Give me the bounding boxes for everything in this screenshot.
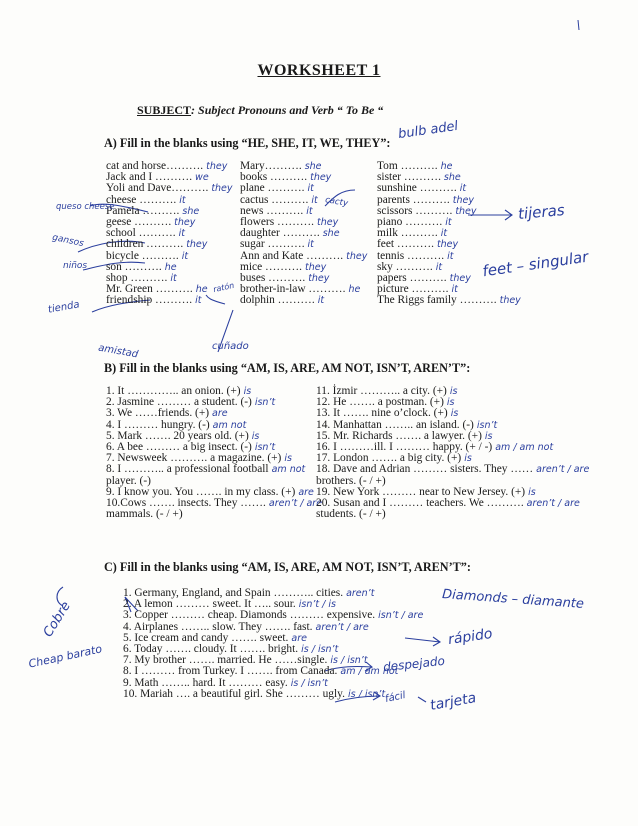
handwritten-answer: am / am not (495, 442, 554, 454)
handwritten-answer: isn’t (254, 397, 276, 409)
handwritten-answer: is (284, 453, 292, 465)
item-text: 15. Mr. Richards ……. a lawyer. (+) (316, 429, 482, 442)
item-text: Mary………. (240, 160, 302, 172)
item-text: shop ………. (106, 272, 168, 285)
item-text: 1. It ………….. an onion. (+) (106, 385, 241, 397)
item-text: 18. Dave and Adrian ……… sisters. They …… (316, 463, 534, 476)
item-text: 14. Manhattan …….. an island. (-) (316, 418, 474, 431)
handwritten-answer: it (306, 205, 313, 217)
margin-note: rápido (447, 625, 494, 649)
margin-note: ratón (212, 280, 235, 295)
handwritten-answer: am / am not (340, 666, 399, 678)
margin-note: queso cheese (56, 202, 115, 212)
handwritten-answer: is (464, 453, 472, 465)
item-text: Yoli and Dave………. (106, 182, 209, 195)
handwritten-answer: is (484, 430, 493, 442)
handwritten-answer: it (459, 183, 467, 195)
margin-note: fácil (384, 689, 407, 706)
item-text: 11. İzmir ……….. a city. (+) (316, 385, 447, 397)
item-text: brother-in-law ………. (240, 283, 346, 296)
item-text: 6. A bee ……… a big insect. (-) (106, 441, 252, 454)
handwritten-answer: isn’t / are (378, 610, 424, 622)
item-text: 2. A lemon ……… sweet. It ….. sour. (123, 598, 296, 611)
handwritten-answer: is (251, 430, 260, 442)
item-text: Pamela ………. (106, 204, 180, 217)
margin-note: gansos (51, 232, 85, 250)
handwritten-answer: she (304, 161, 322, 172)
handwritten-answer: they (346, 250, 368, 262)
margin-note: feet – singular (481, 247, 590, 281)
section-b-right-column (316, 386, 589, 520)
section-a-column-3 (377, 161, 521, 307)
handwritten-answer: it (179, 194, 186, 206)
item-text: Jack and I ………. (106, 171, 193, 184)
handwritten-answer: we (195, 172, 209, 184)
handwritten-answer: it (170, 273, 177, 285)
handwritten-answer: it (307, 239, 314, 251)
worksheet-title: WORKSHEET 1 (257, 62, 381, 79)
handwritten-answer: they (310, 172, 332, 184)
margin-note: bulb adel (397, 118, 460, 143)
item-text: geese ………. (106, 216, 172, 229)
item-text: daughter ………. (240, 227, 320, 240)
item-text: students. (- / +) (316, 508, 386, 521)
handwritten-answer: they (308, 273, 330, 285)
handwritten-answer: they (206, 161, 228, 172)
item-text: news ………. (240, 204, 304, 217)
handwritten-answer: is / isn’t (347, 688, 386, 700)
handwritten-answer: they (499, 295, 521, 307)
item-text: 5. Mark ……. 20 years old. (+) (106, 429, 249, 442)
item-text: 3. We ……friends. (+) (106, 407, 210, 420)
item-text: 6. Today ……. cloudy. It ……. bright. (123, 643, 299, 656)
item-text: picture ………. (377, 283, 449, 296)
handwritten-answer: is (528, 486, 536, 498)
fill-item (377, 295, 521, 306)
item-text: sugar ………. (240, 238, 305, 251)
margin-note: amistad (97, 342, 139, 361)
item-text: 9. Math …….. hard. It ……… easy. (123, 676, 288, 689)
handwritten-answer: it (181, 250, 189, 262)
handwritten-answer: it (435, 261, 443, 273)
handwritten-answer: he (440, 161, 453, 172)
margin-note: cuñado (212, 341, 249, 352)
handwritten-answer: it (447, 250, 454, 262)
handwritten-answer: it (445, 217, 452, 229)
margin-note: tarjeta (428, 690, 478, 714)
item-text: 9. I know you. You ……. in my class. (+) (106, 485, 296, 498)
item-text: Ann and Kate ………. (240, 249, 344, 262)
handwritten-answer: it (195, 295, 202, 307)
handwritten-answer: are (298, 486, 314, 498)
item-text: 20. Susan and I ……… teachers. We ………. (316, 497, 524, 510)
exercise-item (106, 509, 322, 520)
handwritten-answer: aren’t / are (268, 498, 323, 510)
handwritten-answer: isn’t (476, 419, 498, 431)
item-text: 2. Jasmine ……… a student. (-) (106, 396, 252, 409)
handwritten-answer: it (440, 228, 448, 240)
subject-text: : Subject Pronouns and Verb “ To Be “ (191, 103, 384, 117)
handwritten-answer: is (446, 397, 455, 409)
margin-note: Cobre (40, 599, 74, 640)
item-text: children ………. (106, 238, 184, 251)
handwritten-answer: isn’t / is (298, 599, 336, 611)
item-text: papers ………. (377, 272, 447, 285)
item-text: son ………. (106, 260, 162, 273)
item-text: 7. Newsweek ………. a magazine. (+) (106, 452, 282, 465)
handwritten-answer: they (449, 273, 471, 285)
item-text: 8. I ……….. a professional football (106, 463, 269, 476)
item-text: cactus ………. (240, 193, 309, 206)
margin-note: despejado (382, 653, 446, 675)
item-text: player. (-) (106, 474, 151, 487)
item-text: Mr. Green ………. (106, 283, 193, 296)
item-text: 8. I ……… from Turkey. I ……. from Canada. (123, 665, 338, 678)
item-text: sister ………. (377, 171, 441, 184)
item-text: 17. London ……. a big city. (+) (316, 452, 462, 465)
item-text: feet ………. (377, 238, 434, 251)
section-b-heading: B) Fill in the blanks using “AM, IS, ARE, AM NOT, ISN’T, AREN’T”: (104, 361, 471, 375)
handwritten-answer: they (186, 239, 208, 251)
exercise-item (123, 689, 423, 700)
item-text: buses ………. (240, 272, 306, 285)
item-text: 4. Airplanes …….. slow. They ……. fast. (123, 620, 313, 633)
handwritten-answer: aren’t / are (536, 464, 590, 476)
handwritten-answer: she (443, 172, 461, 184)
item-text: 16. I ………ill. I ……… happy. (+ / -) (316, 441, 493, 454)
handwritten-answer: she (182, 205, 200, 217)
item-text: cat and horse………. (106, 160, 204, 172)
handwritten-answer: isn’t (254, 442, 276, 454)
fill-item (240, 295, 367, 306)
section-c-heading: C) Fill in the blanks using “AM, IS, ARE, AM NOT, ISN’T, AREN’T”: (104, 560, 471, 574)
handwritten-answer: he (195, 284, 208, 296)
handwritten-answer: are (291, 632, 307, 644)
item-text: cheese ………. (106, 193, 177, 206)
handwritten-answer: am not (212, 419, 247, 431)
item-text: plane ………. (240, 182, 305, 195)
section-a-heading: A) Fill in the blanks using “HE, SHE, IT, WE, THEY”: (104, 136, 391, 150)
margin-note: Cheap barato (27, 642, 104, 671)
handwritten-answer: is (449, 386, 458, 397)
item-text: milk ………. (377, 227, 438, 240)
subject-line (137, 103, 383, 118)
item-text: flowers ………. (240, 216, 315, 229)
handwritten-answer: is / isn’t (301, 644, 339, 656)
item-text: The Riggs family ………. (377, 294, 497, 307)
handwritten-answer: it (317, 295, 325, 307)
item-text: mammals. (- / +) (106, 508, 183, 521)
handwritten-answer: it (307, 183, 314, 195)
handwritten-answer: he (164, 261, 177, 273)
handwritten-answer: are (212, 408, 228, 420)
item-text: sky ………. (377, 260, 433, 273)
subject-label: SUBJECT (137, 103, 192, 117)
item-text: 19. New York ……… near to New Jersey. (+) (316, 485, 526, 498)
handwritten-answer: it (178, 228, 185, 240)
item-text: 10. Mariah …. a beautiful girl. She ……… ugly. (123, 687, 345, 700)
item-text: tennis ………. (377, 249, 445, 262)
handwritten-answer: aren’t (346, 588, 375, 599)
item-text: sunshine ………. (377, 182, 457, 195)
item-text: parents ………. (377, 193, 450, 206)
handwritten-answer: they (174, 217, 196, 229)
handwritten-answer: is / isn’t (330, 655, 368, 667)
item-text: 10.Cows ……. insects. They ……. (106, 497, 266, 510)
handwritten-answer: is / isn’t (290, 677, 328, 689)
margin-note: niños (63, 261, 88, 271)
item-text: bicycle ………. (106, 249, 179, 262)
item-text: 12. He ……. a postman. (+) (316, 396, 444, 409)
item-text: scissors ………. (377, 204, 453, 217)
margin-note: Diamonds – diamante (441, 587, 585, 612)
handwritten-answer: is (450, 408, 459, 420)
fill-item (106, 295, 233, 306)
item-text: 3. Copper ……… cheap. Diamonds ……… expensive. (123, 609, 376, 622)
handwritten-answer: they (452, 194, 474, 206)
item-text: 7. My brother ……. married. He ……single. (123, 654, 328, 667)
item-text: friendship ………. (106, 294, 193, 307)
item-text: 5. Ice cream and candy ……. sweet. (123, 631, 289, 644)
handwritten-answer: aren’t / are (315, 621, 369, 633)
exercise-item (316, 509, 589, 520)
handwritten-answer: they (436, 239, 459, 251)
handwritten-answer: they (317, 217, 339, 229)
section-c-list (123, 588, 423, 700)
item-text: brothers. (- / +) (316, 474, 386, 487)
margin-note: tijeras (517, 201, 566, 223)
handwritten-answer: is (243, 386, 252, 397)
section-a-column-2 (240, 161, 367, 307)
item-text: 1. Germany, England, and Spain ……….. cities. (123, 587, 344, 599)
handwritten-answer: it (451, 284, 458, 296)
item-text: mice ………. (240, 260, 303, 273)
handwritten-answer: it (311, 194, 318, 206)
margin-note: cacty (324, 195, 349, 209)
handwritten-answer: they (455, 205, 477, 217)
handwritten-answer: they (211, 183, 233, 195)
handwritten-answer: she (322, 228, 340, 240)
item-text: books ………. (240, 171, 308, 184)
handwritten-answer: they (305, 261, 327, 273)
handwritten-answer: he (348, 284, 361, 296)
item-text: 13. It ……. nine o’clock. (+) (316, 407, 448, 420)
item-text: Tom ………. (377, 160, 438, 172)
item-text: 4. I ……… hungry. (-) (106, 418, 210, 431)
handwritten-answer: aren’t / are (526, 498, 580, 510)
item-text: school ………. (106, 227, 176, 240)
handwritten-answer: am not (271, 464, 306, 476)
section-b-left-column (106, 386, 322, 520)
item-text: dolphin ………. (240, 294, 315, 307)
margin-note: tienda (47, 299, 81, 316)
item-text: piano ………. (377, 216, 443, 229)
